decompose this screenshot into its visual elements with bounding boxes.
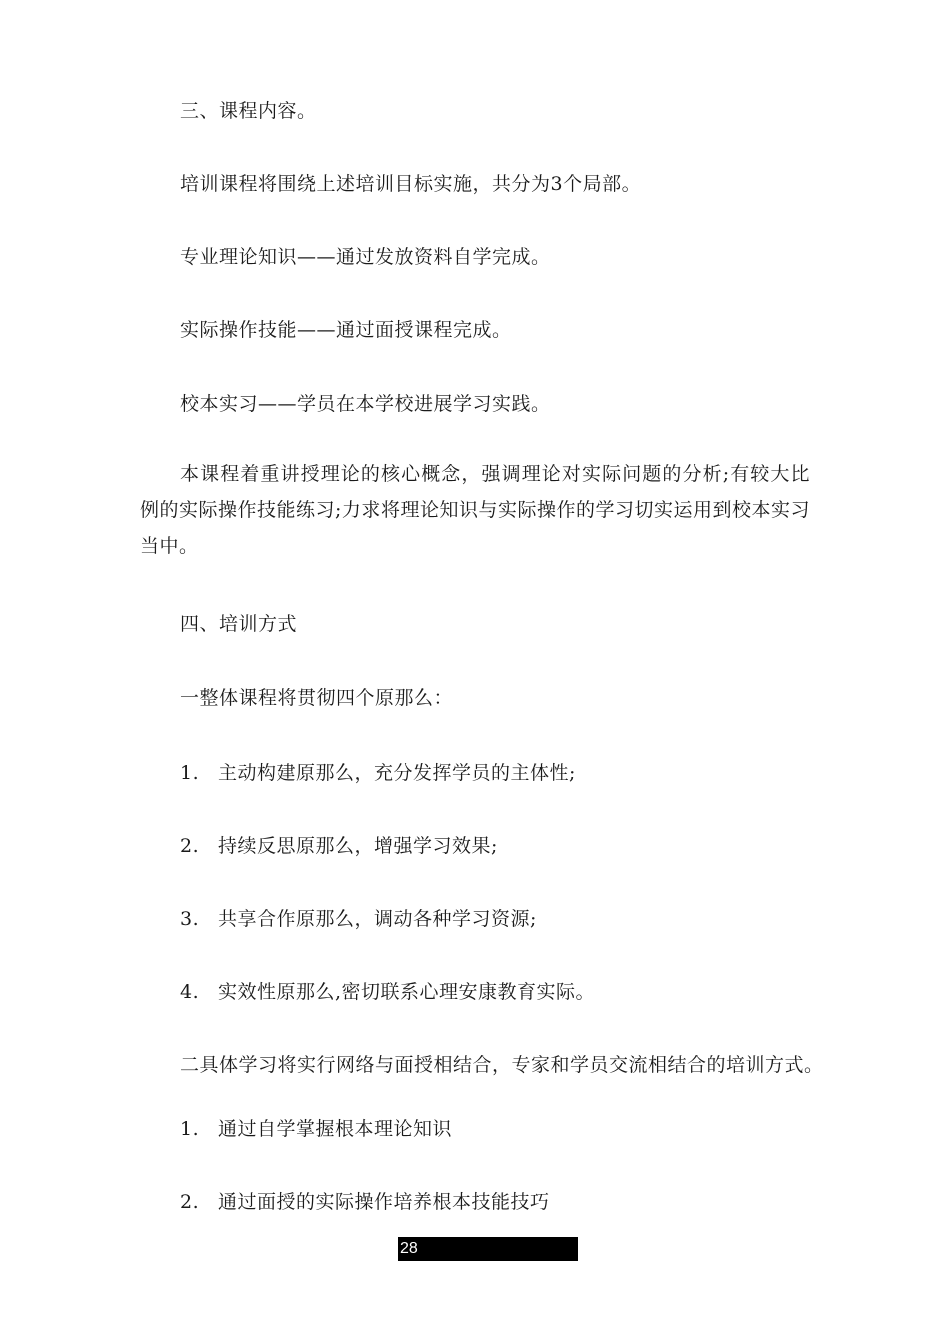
principles-intro: 一整体课程将贯彻四个原那么：	[180, 687, 454, 709]
list-item-text: 通过面授的实际操作培养根本技能技巧	[218, 1191, 550, 1213]
course-intro: 培训课程将围绕上述培训目标实施，共分为3个局部。	[180, 173, 642, 195]
list-item	[180, 759, 576, 787]
list-item-text: 实效性原那么,密切联系心理安康教育实际。	[218, 981, 596, 1003]
course-part-3: 校本实习——学员在本学校进展学习实践。	[180, 393, 551, 415]
method-intro: 二具体学习将实行网络与面授相结合，专家和学员交流相结合的培训方式。	[180, 1054, 824, 1076]
list-item-number: 1.	[180, 762, 200, 784]
course-emphasis-paragraph: 本课程着重讲授理论的核心概念，强调理论对实际问题的分析;有较大比例的实际操作技能练习;力求将理论知识与实际操作的学习切实运用到校本实习当中。	[140, 463, 810, 557]
list-item-text: 通过自学掌握根本理论知识	[218, 1118, 453, 1140]
section-heading-4: 四、培训方式	[180, 613, 298, 635]
list-item	[180, 1115, 452, 1143]
list-item-number: 4.	[180, 981, 200, 1003]
list-item-number: 1.	[180, 1118, 200, 1140]
list-item-number: 2.	[180, 835, 200, 857]
list-item-text: 共享合作原那么，调动各种学习资源;	[218, 908, 537, 930]
list-item	[180, 978, 595, 1006]
list-item-number: 2.	[180, 1191, 200, 1213]
course-part-2: 实际操作技能——通过面授课程完成。	[180, 319, 512, 341]
course-part-1: 专业理论知识——通过发放资料自学完成。	[180, 246, 551, 268]
list-item-text: 持续反思原那么，增强学习效果;	[218, 835, 498, 857]
list-item-text: 主动构建原那么，充分发挥学员的主体性;	[218, 762, 576, 784]
section-heading-3: 三、课程内容。	[180, 100, 317, 122]
page-footer-bar	[398, 1237, 578, 1261]
list-item	[180, 832, 498, 860]
list-item	[180, 905, 537, 933]
list-item-number: 3.	[180, 908, 200, 930]
list-item	[180, 1188, 550, 1216]
page-number: 28	[400, 1240, 418, 1257]
